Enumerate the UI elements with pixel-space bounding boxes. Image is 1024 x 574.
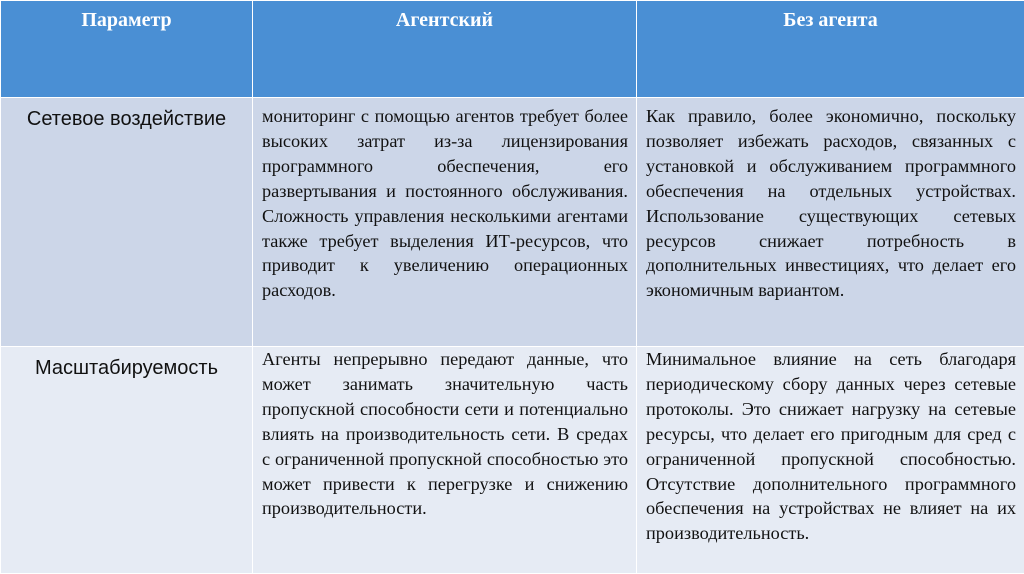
header-parameter: Параметр	[1, 1, 253, 98]
table-row	[1, 347, 1024, 574]
header-row	[1, 1, 1024, 98]
row-agent-cell: мониторинг с помощью агентов требует более высоких затрат из-за лицензирования программного обеспечения, его развертывания и постоянного обслуживания. Сложность управления несколькими агентами также требует выделения ИТ-ресурсов, что приводит к увеличению операционных расходов.	[253, 98, 637, 347]
table-row	[1, 98, 1024, 347]
header-agent: Агентский	[253, 1, 637, 98]
row-parameter-cell: Масштабируемость	[1, 347, 253, 574]
row-parameter-cell: Сетевое воздействие	[1, 98, 253, 347]
row-agent-cell: Агенты непрерывно передают данные, что может занимать значительную часть пропускной способности сети и потенциально влиять на производительность сети. В средах с ограниченной пропускной способностью это может привести к перегрузке и снижению производительности.	[253, 347, 637, 574]
header-agentless: Без агента	[637, 1, 1024, 98]
row-agentless-cell: Как правило, более экономично, поскольку позволяет избежать расходов, связанных с установкой и обслуживанием программного обеспечения на отдельных устройствах. Использование существующих сетевых ресурсов снижает потребность в дополнительных инвестициях, что делает его экономичным вариантом.	[637, 98, 1024, 347]
row-agentless-cell: Минимальное влияние на сеть благодаря периодическому сбору данных через сетевые протоколы. Это снижает нагрузку на сетевые ресурсы, что делает его пригодным для сред с ограниченной пропускной способностью. Отсутствие дополнительного программного обеспечения на устройствах не влияет на их производительность.	[637, 347, 1024, 574]
